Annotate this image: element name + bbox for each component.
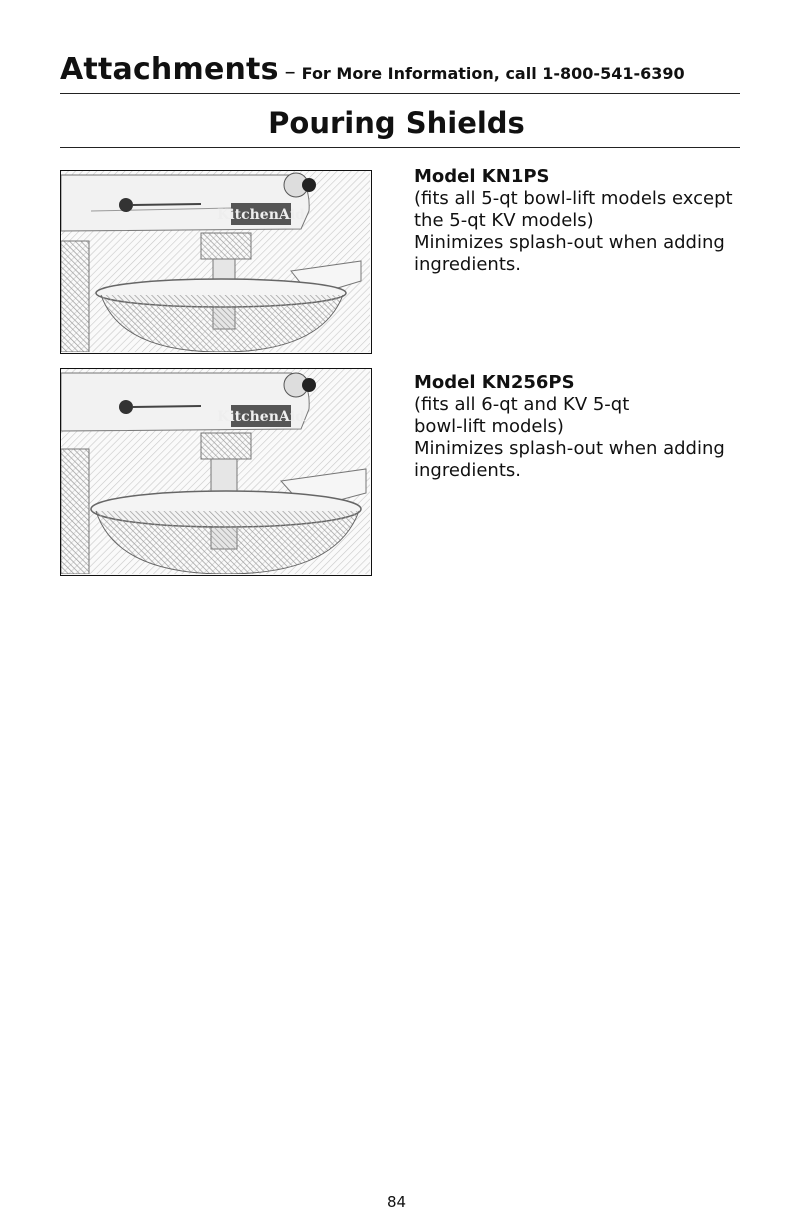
model-name: Model KN1PS [414,166,550,187]
mixer-illustration-1 [61,171,370,352]
page-header [60,52,740,87]
header-separator: – [284,60,296,85]
mixer-illustration-2 [61,369,370,574]
header-title: Attachments [60,52,279,87]
product-photo-kn1ps [60,170,372,354]
product-description-kn256ps [414,372,744,482]
description-line: (fits all 5-qt bowl-lift models except [414,188,733,209]
product-description-kn1ps [414,166,744,276]
description-line: ingredients. [414,254,521,275]
description-line: the 5-qt KV models) [414,210,594,231]
product-photo-kn256ps [60,368,372,576]
description-line: Minimizes splash-out when adding [414,232,725,253]
description-line: bowl-lift models) [414,416,564,437]
logo-text: KitchenAid [217,207,305,223]
description-line: ingredients. [414,460,521,481]
model-name: Model KN256PS [414,372,575,393]
header-rule [60,93,740,94]
description-line: Minimizes splash-out when adding [414,438,725,459]
description-line: (fits all 6-qt and KV 5-qt [414,394,630,415]
logo-text: KitchenAid [217,409,305,425]
header-info: For More Information, call 1-800-541-6390 [301,64,685,83]
section-rule [60,147,740,148]
page-number: 84 [386,1193,407,1211]
section-title: Pouring Shields [268,106,525,140]
